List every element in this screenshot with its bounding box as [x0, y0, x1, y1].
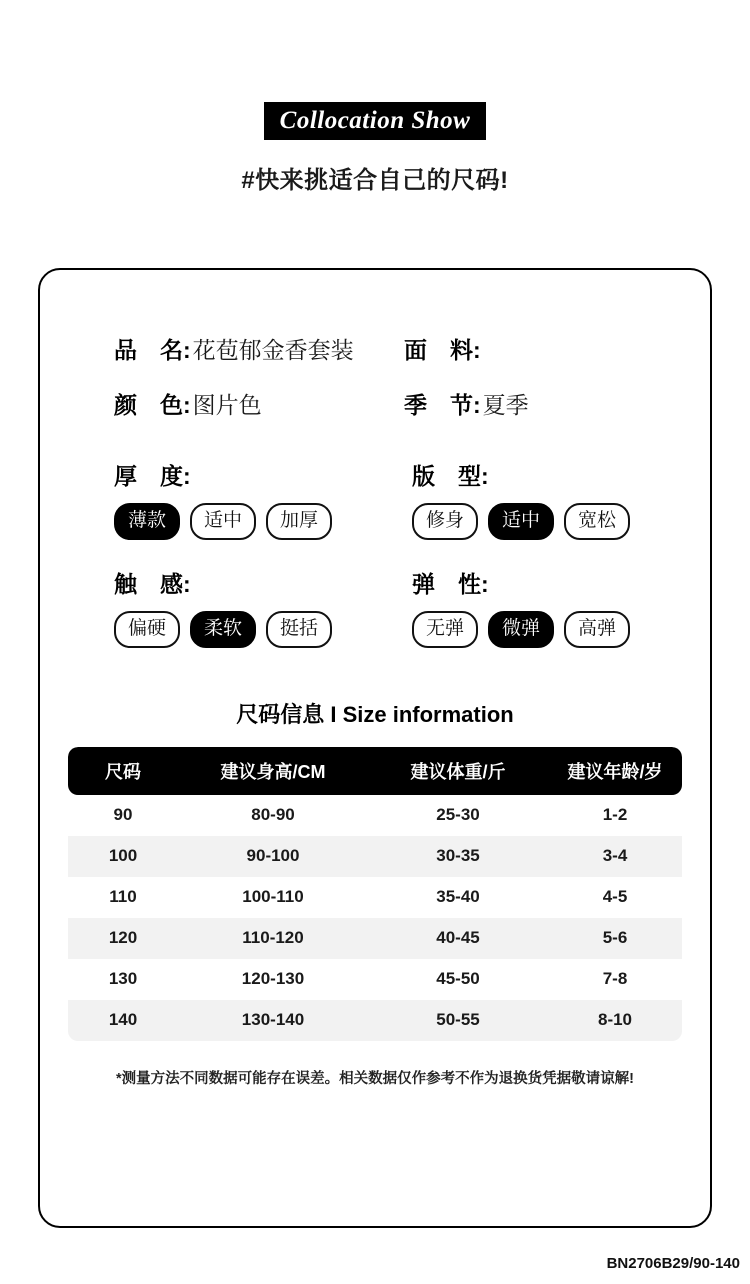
chip-thickness-2[interactable]: 加厚	[266, 503, 332, 540]
product-name-value: 花苞郁金香套装	[192, 337, 354, 363]
cell-age: 4-5	[602, 887, 628, 907]
attributes-block	[40, 458, 710, 648]
collocation-show-banner: Collocation Show	[264, 102, 487, 140]
product-name-field	[114, 332, 404, 365]
cell-weight: 45-50	[436, 969, 480, 989]
attribute-group-touch	[114, 566, 412, 648]
table-row	[68, 795, 682, 836]
cell-weight: 40-45	[436, 928, 480, 948]
attribute-options-fit	[412, 503, 710, 540]
table-row	[68, 836, 682, 877]
cell-weight: 50-55	[436, 1010, 480, 1030]
cell-size: 130	[108, 969, 138, 989]
product-info-row	[40, 387, 710, 420]
chip-touch-2[interactable]: 挺括	[266, 611, 332, 648]
chip-fit-2[interactable]: 宽松	[564, 503, 630, 540]
product-color-label: 颜 色:	[114, 392, 191, 418]
size-section-title: 尺码信息 I Size information	[236, 701, 514, 727]
product-season-label: 季 节:	[404, 392, 481, 418]
cell-size: 120	[108, 928, 138, 948]
cell-height: 80-90	[251, 805, 295, 825]
product-color-field	[114, 387, 404, 420]
chip-thickness-1[interactable]: 适中	[190, 503, 256, 540]
table-row	[68, 877, 682, 918]
size-header-size: 尺码	[105, 761, 141, 782]
chip-touch-0[interactable]: 偏硬	[114, 611, 180, 648]
attribute-group-thickness	[114, 458, 412, 540]
cell-age: 7-8	[602, 969, 628, 989]
cell-size: 140	[108, 1010, 138, 1030]
attribute-options-elasticity	[412, 611, 710, 648]
size-table-header-row	[68, 747, 682, 795]
attribute-title-thickness: 厚 度:	[114, 463, 191, 489]
chip-elasticity-1[interactable]: 微弹	[488, 611, 554, 648]
cell-height: 90-100	[246, 846, 300, 866]
chip-elasticity-0[interactable]: 无弹	[412, 611, 478, 648]
cell-size: 110	[109, 887, 137, 907]
product-name-label: 品 名:	[114, 337, 191, 363]
chip-fit-1[interactable]: 适中	[488, 503, 554, 540]
cell-size: 100	[108, 846, 138, 866]
product-info-row	[40, 332, 710, 365]
product-fabric-field	[404, 332, 483, 365]
chip-elasticity-2[interactable]: 高弹	[564, 611, 630, 648]
size-table	[68, 747, 682, 1041]
chip-thickness-0[interactable]: 薄款	[114, 503, 180, 540]
cell-height: 100-110	[242, 887, 304, 907]
attribute-group-fit	[412, 458, 710, 540]
size-header-weight: 建议体重/斤	[410, 761, 506, 782]
chip-touch-1[interactable]: 柔软	[190, 611, 256, 648]
product-season-field	[404, 387, 529, 420]
attribute-group-elasticity	[412, 566, 710, 648]
cell-age: 3-4	[602, 846, 628, 866]
product-season-value: 夏季	[482, 392, 529, 418]
page-header	[0, 0, 750, 195]
product-info-block	[40, 270, 710, 420]
cell-height: 110-120	[242, 928, 304, 948]
size-header-height: 建议身高/CM	[220, 761, 326, 782]
attribute-row-1	[114, 458, 710, 540]
product-code: BN2706B29/90-140	[606, 1255, 740, 1272]
table-row	[68, 1000, 682, 1041]
cell-height: 130-140	[241, 1010, 305, 1030]
attribute-options-touch	[114, 611, 412, 648]
cell-weight: 25-30	[436, 805, 480, 825]
attribute-title-touch: 触 感:	[114, 570, 191, 597]
table-row	[68, 918, 682, 959]
cell-age: 8-10	[597, 1010, 633, 1030]
cell-height: 120-130	[241, 969, 305, 989]
chip-fit-0[interactable]: 修身	[412, 503, 478, 540]
cell-age: 1-2	[602, 805, 628, 825]
cell-age: 5-6	[602, 928, 628, 948]
cell-size: 90	[113, 805, 133, 825]
attribute-options-thickness	[114, 503, 412, 540]
size-disclaimer-note: *测量方法不同数据可能存在误差。相关数据仅作参考不作为退换货凭据敬请谅解!	[116, 1070, 634, 1087]
attribute-row-2	[114, 566, 710, 648]
info-card	[38, 268, 712, 1228]
product-fabric-label: 面 料:	[404, 337, 481, 363]
table-row	[68, 959, 682, 1000]
size-header-age: 建议年龄/岁	[567, 761, 663, 782]
page-subtitle: #快来挑适合自己的尺码!	[241, 167, 509, 194]
cell-weight: 35-40	[436, 887, 480, 907]
attribute-title-elasticity: 弹 性:	[412, 570, 489, 597]
product-color-value: 图片色	[192, 392, 262, 418]
attribute-title-fit: 版 型:	[412, 463, 489, 489]
cell-weight: 30-35	[436, 846, 480, 866]
